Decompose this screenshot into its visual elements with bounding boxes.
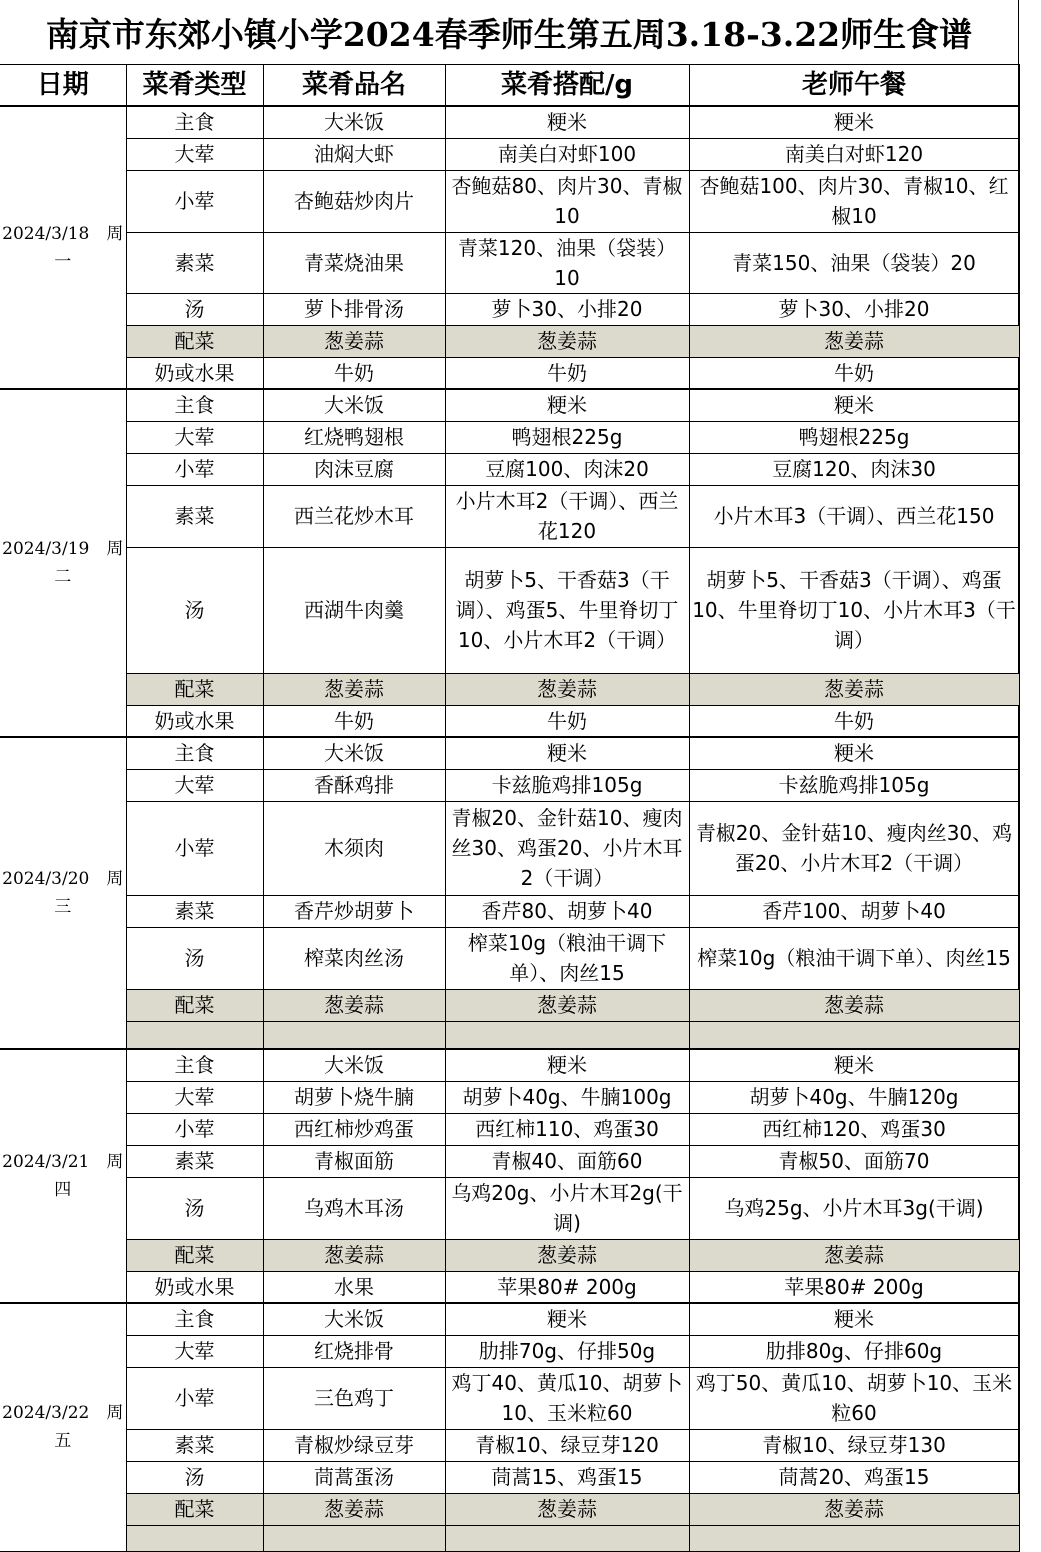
dish-name-cell: 大米饭: [263, 389, 445, 421]
teacher-lunch-cell: 乌鸡25g、小片木耳3g(干调): [689, 1177, 1019, 1239]
teacher-lunch-cell: 小片木耳3（干调）、西兰花150: [689, 485, 1019, 547]
table-row: [0, 325, 1019, 357]
dish-type-cell: 主食: [126, 1049, 263, 1081]
dish-type-cell: 大荤: [126, 421, 263, 453]
table-row: [0, 421, 1019, 453]
table-row: [0, 1113, 1019, 1145]
table-row: [0, 1461, 1019, 1493]
teacher-lunch-cell: 肋排80g、仔排60g: [689, 1335, 1019, 1367]
dish-name-cell: 葱姜蒜: [263, 989, 445, 1021]
teacher-lunch-cell: 榨菜10g（粮油干调下单）、肉丝15: [689, 927, 1019, 989]
table-row: [0, 1367, 1019, 1429]
teacher-lunch-cell: 牛奶: [689, 705, 1019, 737]
dish-type-cell: 主食: [126, 1303, 263, 1335]
teacher-lunch-cell: 鸡丁50、黄瓜10、胡萝卜10、玉米粒60: [689, 1367, 1019, 1429]
table-row: [0, 1429, 1019, 1461]
dish-name-cell: 红烧排骨: [263, 1335, 445, 1367]
dish-type-cell: 汤: [126, 547, 263, 673]
ingredients-cell: 苹果80# 200g: [445, 1271, 689, 1303]
table-row: [0, 485, 1019, 547]
teacher-lunch-cell: 萝卜30、小排20: [689, 293, 1019, 325]
dish-type-cell: 奶或水果: [126, 1271, 263, 1303]
ingredients-cell: 香芹80、胡萝卜40: [445, 895, 689, 927]
dish-type-cell: 大荤: [126, 1081, 263, 1113]
teacher-lunch-cell: 豆腐120、肉沫30: [689, 453, 1019, 485]
teacher-lunch-cell: [689, 1525, 1019, 1551]
teacher-lunch-cell: 葱姜蒜: [689, 1493, 1019, 1525]
teacher-lunch-cell: 胡萝卜40g、牛腩120g: [689, 1081, 1019, 1113]
dish-type-cell: 大荤: [126, 769, 263, 801]
table-row: [0, 1525, 1019, 1551]
dish-name-cell: 水果: [263, 1271, 445, 1303]
dish-type-cell: 小荤: [126, 1367, 263, 1429]
ingredients-cell: 茼蒿15、鸡蛋15: [445, 1461, 689, 1493]
table-row: [0, 737, 1019, 769]
dish-name-cell: 大米饭: [263, 1303, 445, 1335]
header-teacher-lunch: 老师午餐: [689, 65, 1019, 107]
ingredients-cell: 胡萝卜5、干香菇3（干调）、鸡蛋5、牛里脊切丁10、小片木耳2（干调）: [445, 547, 689, 673]
teacher-lunch-cell: 南美白对虾120: [689, 138, 1019, 170]
dish-type-cell: 配菜: [126, 1239, 263, 1271]
ingredients-cell: 鸡丁40、黄瓜10、胡萝卜10、玉米粒60: [445, 1367, 689, 1429]
table-row: [0, 1335, 1019, 1367]
table-row: [0, 989, 1019, 1021]
dish-type-cell: 奶或水果: [126, 705, 263, 737]
dish-name-cell: 牛奶: [263, 705, 445, 737]
ingredients-cell: 小片木耳2（干调）、西兰花120: [445, 485, 689, 547]
dish-type-cell: 素菜: [126, 895, 263, 927]
table-row: [0, 1081, 1019, 1113]
dish-name-cell: [263, 1021, 445, 1049]
ingredients-cell: 葱姜蒜: [445, 673, 689, 705]
dish-name-cell: 肉沫豆腐: [263, 453, 445, 485]
dish-name-cell: 香酥鸡排: [263, 769, 445, 801]
dish-type-cell: 素菜: [126, 1429, 263, 1461]
dish-type-cell: 主食: [126, 737, 263, 769]
header-dish-name: 菜肴品名: [263, 65, 445, 107]
ingredients-cell: 粳米: [445, 106, 689, 138]
table-row: [0, 170, 1019, 232]
dish-name-cell: 大米饭: [263, 737, 445, 769]
dish-type-cell: 小荤: [126, 170, 263, 232]
ingredients-cell: 葱姜蒜: [445, 1493, 689, 1525]
ingredients-cell: 粳米: [445, 1303, 689, 1335]
dish-name-cell: 西红柿炒鸡蛋: [263, 1113, 445, 1145]
header-dish-type: 菜肴类型: [126, 65, 263, 107]
page-title: 南京市东郊小镇小学2024春季师生第五周3.18-3.22师生食谱: [45, 14, 973, 54]
ingredients-cell: 葱姜蒜: [445, 1239, 689, 1271]
dish-name-cell: 西湖牛肉羹: [263, 547, 445, 673]
dish-name-cell: 萝卜排骨汤: [263, 293, 445, 325]
day-date-cell: 2024/3/22 周五: [0, 1303, 126, 1551]
dish-type-cell: 素菜: [126, 485, 263, 547]
dish-name-cell: 青椒面筋: [263, 1145, 445, 1177]
table-row: [0, 705, 1019, 737]
dish-type-cell: 配菜: [126, 1493, 263, 1525]
teacher-lunch-cell: 香芹100、胡萝卜40: [689, 895, 1019, 927]
dish-type-cell: 小荤: [126, 1113, 263, 1145]
ingredients-cell: 乌鸡20g、小片木耳2g(干调): [445, 1177, 689, 1239]
header-ingredients: 菜肴搭配/g: [445, 65, 689, 107]
dish-name-cell: [263, 1525, 445, 1551]
dish-name-cell: 胡萝卜烧牛腩: [263, 1081, 445, 1113]
teacher-lunch-cell: 粳米: [689, 106, 1019, 138]
table-row: [0, 357, 1019, 389]
teacher-lunch-cell: 鸭翅根225g: [689, 421, 1019, 453]
table-row: [0, 1239, 1019, 1271]
dish-name-cell: 杏鲍菇炒肉片: [263, 170, 445, 232]
dish-name-cell: 茼蒿蛋汤: [263, 1461, 445, 1493]
dish-type-cell: [126, 1525, 263, 1551]
teacher-lunch-cell: 粳米: [689, 389, 1019, 421]
ingredients-cell: 卡兹脆鸡排105g: [445, 769, 689, 801]
day-date-cell: 2024/3/20 周三: [0, 737, 126, 1049]
ingredients-cell: 南美白对虾100: [445, 138, 689, 170]
dish-type-cell: 主食: [126, 106, 263, 138]
teacher-lunch-cell: 葱姜蒜: [689, 673, 1019, 705]
dish-name-cell: 葱姜蒜: [263, 1493, 445, 1525]
table-row: [0, 1271, 1019, 1303]
table-row: [0, 1145, 1019, 1177]
dish-type-cell: 汤: [126, 1177, 263, 1239]
dish-name-cell: 葱姜蒜: [263, 673, 445, 705]
table-row: [0, 389, 1019, 421]
ingredients-cell: 青椒20、金针菇10、瘦肉丝30、鸡蛋20、小片木耳2（干调）: [445, 801, 689, 895]
dish-name-cell: 大米饭: [263, 106, 445, 138]
ingredients-cell: 青椒10、绿豆芽120: [445, 1429, 689, 1461]
dish-name-cell: 三色鸡丁: [263, 1367, 445, 1429]
teacher-lunch-cell: 葱姜蒜: [689, 1239, 1019, 1271]
ingredients-cell: 粳米: [445, 389, 689, 421]
teacher-lunch-cell: 胡萝卜5、干香菇3（干调）、鸡蛋10、牛里脊切丁10、小片木耳3（干调）: [689, 547, 1019, 673]
teacher-lunch-cell: 葱姜蒜: [689, 325, 1019, 357]
table-row: [0, 453, 1019, 485]
teacher-lunch-cell: 青菜150、油果（袋装）20: [689, 232, 1019, 293]
table-row: [0, 106, 1019, 138]
table-row: [0, 138, 1019, 170]
teacher-lunch-cell: [689, 1021, 1019, 1049]
ingredients-cell: [445, 1525, 689, 1551]
dish-type-cell: 素菜: [126, 1145, 263, 1177]
dish-name-cell: 西兰花炒木耳: [263, 485, 445, 547]
teacher-lunch-cell: 葱姜蒜: [689, 989, 1019, 1021]
teacher-lunch-cell: 卡兹脆鸡排105g: [689, 769, 1019, 801]
table-row: [0, 293, 1019, 325]
ingredients-cell: 青菜120、油果（袋装）10: [445, 232, 689, 293]
table-row: [0, 1021, 1019, 1049]
teacher-lunch-cell: 茼蒿20、鸡蛋15: [689, 1461, 1019, 1493]
dish-type-cell: 大荤: [126, 138, 263, 170]
dish-type-cell: [126, 1021, 263, 1049]
dish-type-cell: 主食: [126, 389, 263, 421]
ingredients-cell: 青椒40、面筋60: [445, 1145, 689, 1177]
ingredients-cell: 萝卜30、小排20: [445, 293, 689, 325]
ingredients-cell: 杏鲍菇80、肉片30、青椒10: [445, 170, 689, 232]
dish-type-cell: 配菜: [126, 673, 263, 705]
dish-name-cell: 油焖大虾: [263, 138, 445, 170]
dish-name-cell: 乌鸡木耳汤: [263, 1177, 445, 1239]
dish-name-cell: 牛奶: [263, 357, 445, 389]
teacher-lunch-cell: 粳米: [689, 1303, 1019, 1335]
teacher-lunch-cell: 粳米: [689, 737, 1019, 769]
dish-type-cell: 大荤: [126, 1335, 263, 1367]
ingredients-cell: 葱姜蒜: [445, 989, 689, 1021]
dish-type-cell: 配菜: [126, 989, 263, 1021]
dish-type-cell: 配菜: [126, 325, 263, 357]
dish-name-cell: 香芹炒胡萝卜: [263, 895, 445, 927]
ingredients-cell: 榨菜10g（粮油干调下单）、肉丝15: [445, 927, 689, 989]
dish-name-cell: 青菜烧油果: [263, 232, 445, 293]
ingredients-cell: 肋排70g、仔排50g: [445, 1335, 689, 1367]
teacher-lunch-cell: 杏鲍菇100、肉片30、青椒10、红椒10: [689, 170, 1019, 232]
table-row: [0, 769, 1019, 801]
table-row: [0, 232, 1019, 293]
dish-type-cell: 奶或水果: [126, 357, 263, 389]
teacher-lunch-cell: 青椒50、面筋70: [689, 1145, 1019, 1177]
day-date-cell: 2024/3/19 周二: [0, 389, 126, 737]
table-row: [0, 547, 1019, 673]
table-row: [0, 801, 1019, 895]
dish-type-cell: 素菜: [126, 232, 263, 293]
ingredients-cell: 葱姜蒜: [445, 325, 689, 357]
ingredients-cell: 牛奶: [445, 357, 689, 389]
menu-table: [0, 64, 1020, 1552]
teacher-lunch-cell: 青椒20、金针菇10、瘦肉丝30、鸡蛋20、小片木耳2（干调）: [689, 801, 1019, 895]
teacher-lunch-cell: 西红柿120、鸡蛋30: [689, 1113, 1019, 1145]
table-row: [0, 1303, 1019, 1335]
dish-name-cell: 大米饭: [263, 1049, 445, 1081]
day-date-cell: 2024/3/21 周四: [0, 1049, 126, 1303]
ingredients-cell: 西红柿110、鸡蛋30: [445, 1113, 689, 1145]
header-row: [0, 65, 1019, 107]
dish-name-cell: 榨菜肉丝汤: [263, 927, 445, 989]
dish-type-cell: 小荤: [126, 801, 263, 895]
dish-name-cell: 红烧鸭翅根: [263, 421, 445, 453]
dish-name-cell: 葱姜蒜: [263, 1239, 445, 1271]
ingredients-cell: [445, 1021, 689, 1049]
table-row: [0, 1493, 1019, 1525]
dish-name-cell: 青椒炒绿豆芽: [263, 1429, 445, 1461]
ingredients-cell: 豆腐100、肉沫20: [445, 453, 689, 485]
table-row: [0, 1177, 1019, 1239]
ingredients-cell: 胡萝卜40g、牛腩100g: [445, 1081, 689, 1113]
ingredients-cell: 牛奶: [445, 705, 689, 737]
table-row: [0, 1049, 1019, 1081]
table-row: [0, 673, 1019, 705]
ingredients-cell: 粳米: [445, 1049, 689, 1081]
dish-name-cell: 葱姜蒜: [263, 325, 445, 357]
header-date: 日期: [0, 65, 126, 107]
ingredients-cell: 鸭翅根225g: [445, 421, 689, 453]
table-row: [0, 895, 1019, 927]
dish-name-cell: 木须肉: [263, 801, 445, 895]
teacher-lunch-cell: 牛奶: [689, 357, 1019, 389]
teacher-lunch-cell: 苹果80# 200g: [689, 1271, 1019, 1303]
ingredients-cell: 粳米: [445, 737, 689, 769]
dish-type-cell: 汤: [126, 293, 263, 325]
table-row: [0, 927, 1019, 989]
dish-type-cell: 汤: [126, 927, 263, 989]
teacher-lunch-cell: 粳米: [689, 1049, 1019, 1081]
dish-type-cell: 小荤: [126, 453, 263, 485]
day-date-cell: 2024/3/18 周一: [0, 106, 126, 389]
dish-type-cell: 汤: [126, 1461, 263, 1493]
teacher-lunch-cell: 青椒10、绿豆芽130: [689, 1429, 1019, 1461]
